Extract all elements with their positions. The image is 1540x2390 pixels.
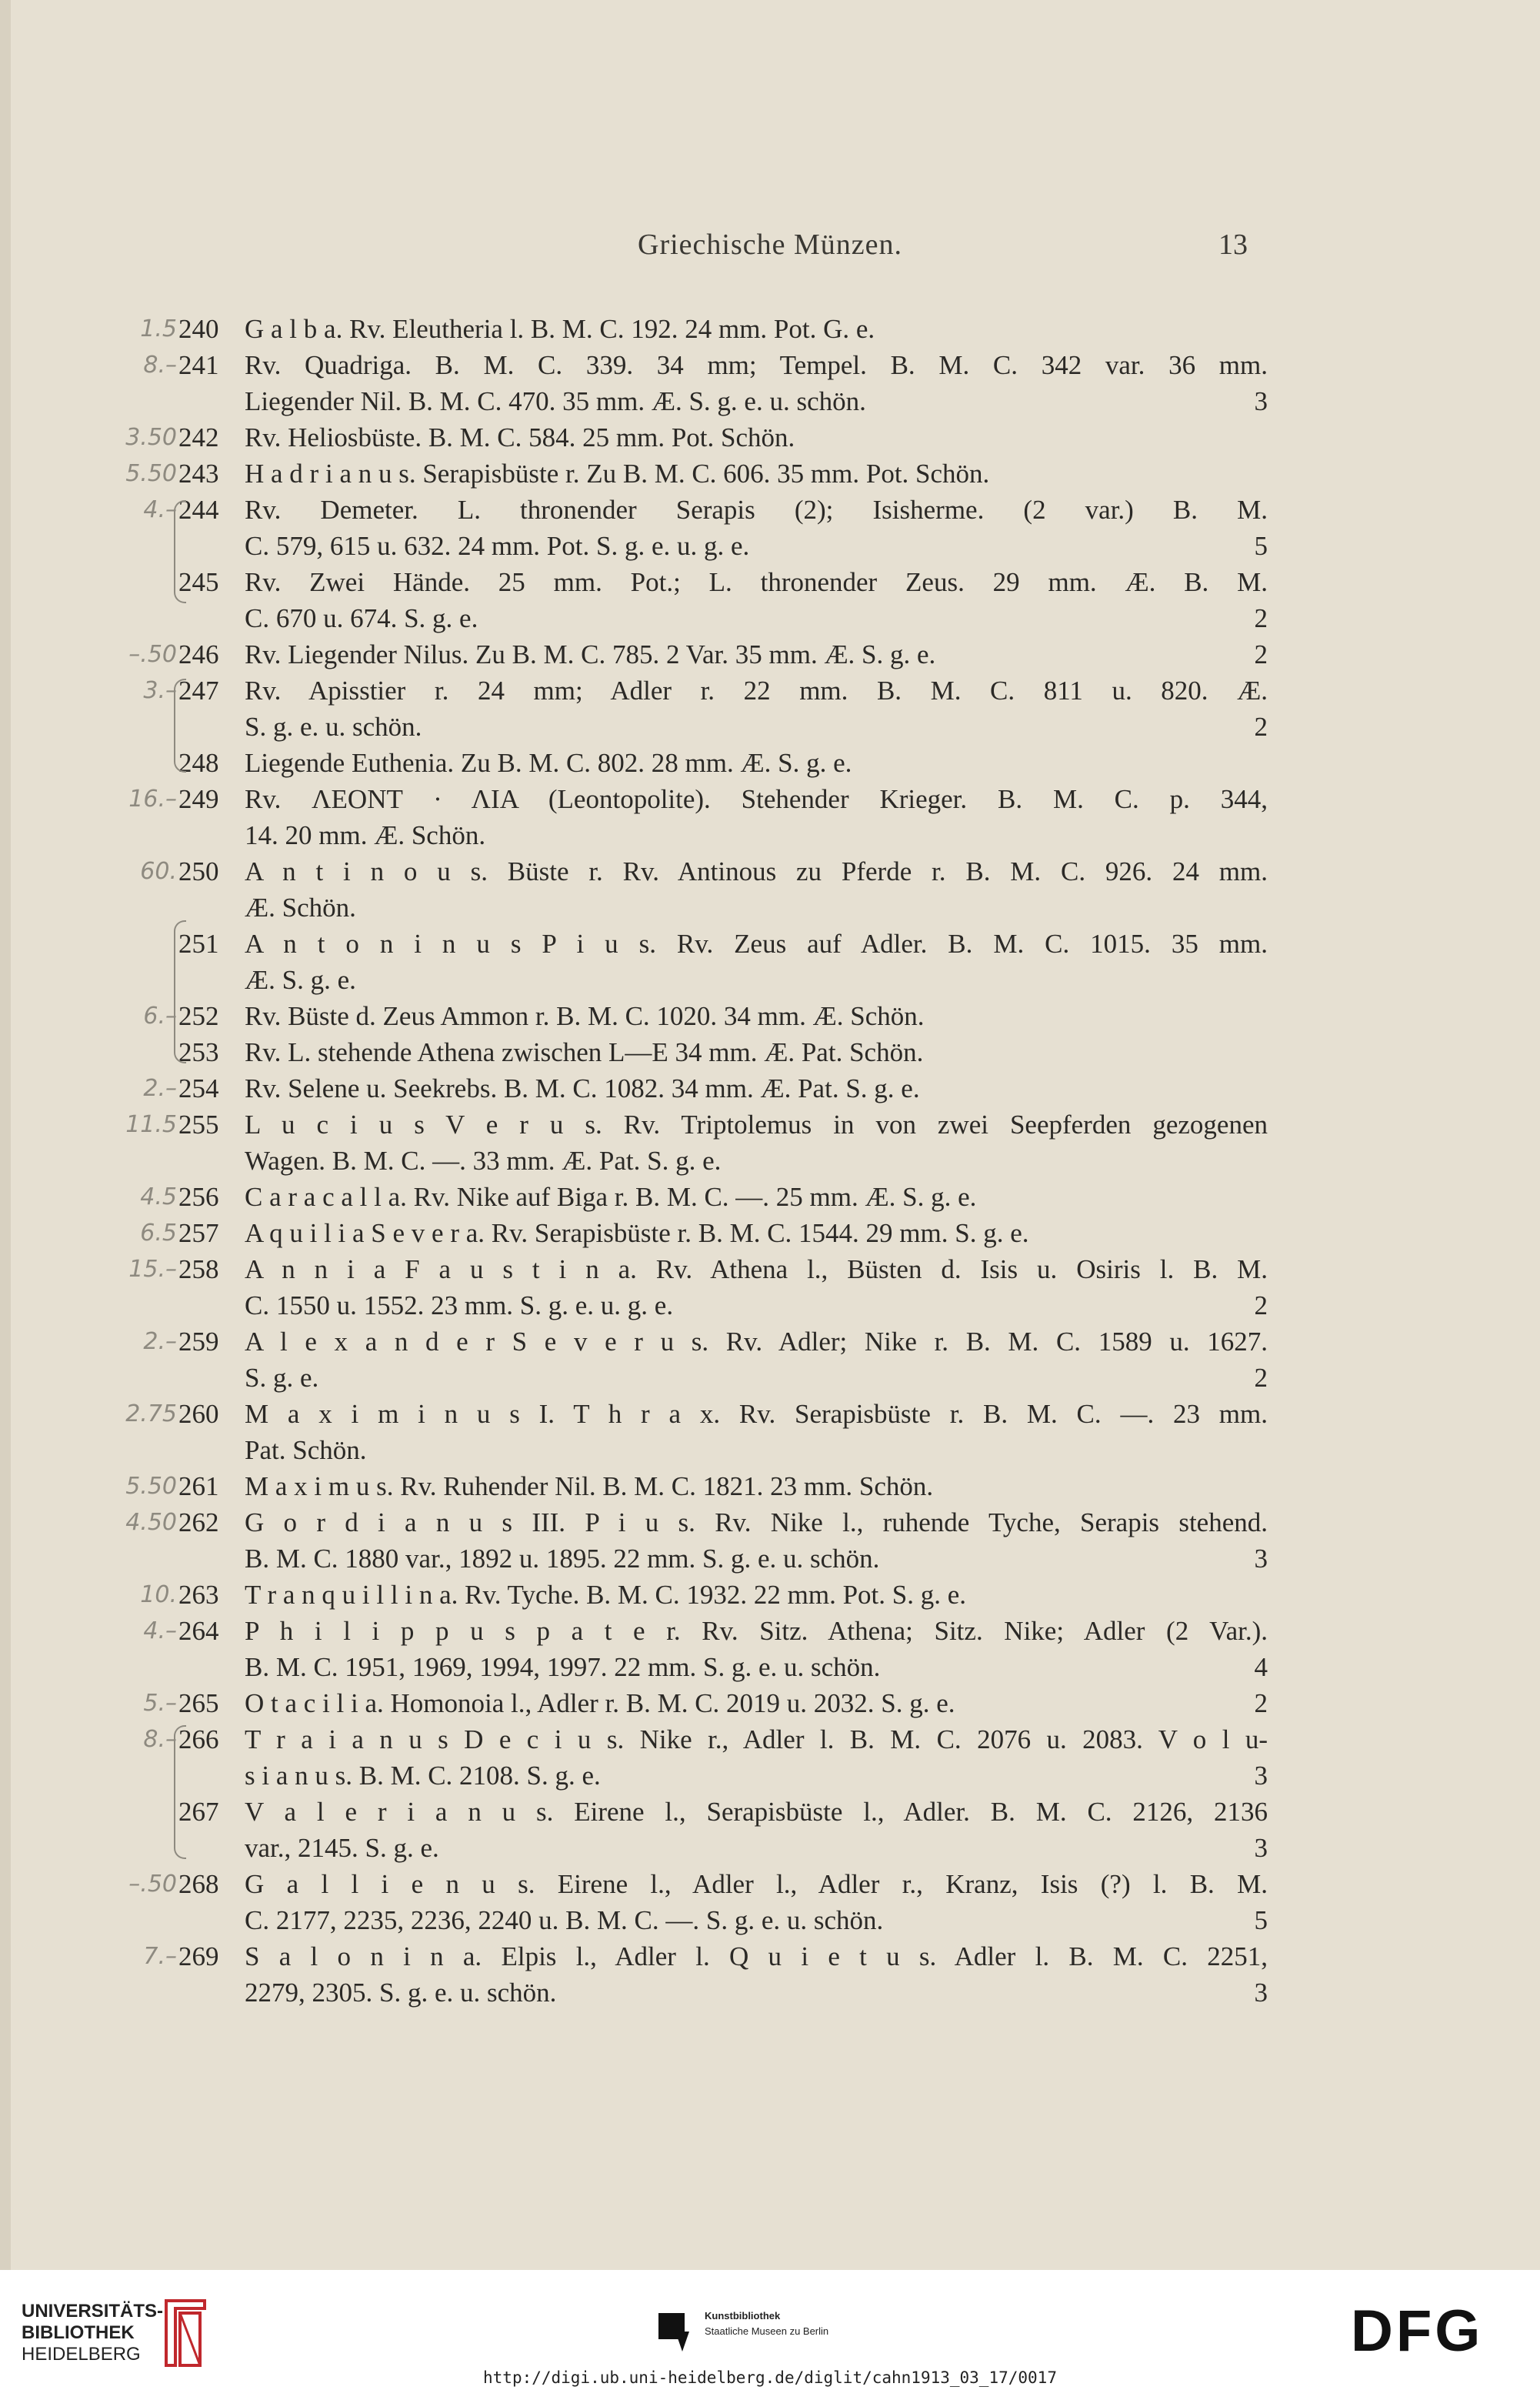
entry-line: [0, 528, 1540, 564]
entry-line: [0, 1577, 1540, 1613]
catalog-entry: [0, 1866, 1540, 1938]
entry-line: [0, 1974, 1540, 2011]
entry-line: [0, 709, 1540, 745]
entry-line: [0, 1396, 1540, 1432]
catalog-entry: [0, 419, 1540, 456]
bracket-mark: [174, 920, 186, 1063]
catalog-entry: [0, 1396, 1540, 1468]
handwritten-note: 6.5: [140, 1220, 177, 1247]
bracket-mark: [174, 500, 186, 603]
entry-line: [0, 564, 1540, 600]
entry-text: Rv. Heliosbüste. B. M. C. 584. 25 mm. Pot. Schön.: [245, 422, 795, 452]
catalog-entry: [0, 673, 1540, 745]
catalog-entry: [0, 853, 1540, 926]
lot-number: 247: [178, 676, 219, 706]
lot-number: 255: [178, 1110, 219, 1140]
catalog-entry: [0, 1107, 1540, 1179]
handwritten-note: 7.–: [143, 1943, 177, 1970]
lot-number: 264: [178, 1616, 219, 1646]
lot-number: 267: [178, 1797, 219, 1827]
entry-line: [0, 1902, 1540, 1938]
lot-number: 252: [178, 1001, 219, 1031]
lot-number: 250: [178, 856, 219, 886]
handwritten-note: 15.–: [128, 1256, 177, 1283]
bracket-mark: [174, 1725, 186, 1859]
catalog-entry: [0, 492, 1540, 564]
lot-number: 269: [178, 1941, 219, 1971]
entry-line: [0, 1324, 1540, 1360]
entry-line: [0, 1540, 1540, 1577]
entry-line: [0, 1432, 1540, 1468]
entry-text: Æ. Schön.: [245, 893, 356, 923]
catalog-entry: [0, 998, 1540, 1034]
price-value: 5: [1254, 1905, 1268, 1935]
entry-text: Wagen. B. M. C. —. 33 mm. Æ. Pat. S. g. e.: [245, 1146, 722, 1176]
entry-text: G a l b a. Rv. Eleutheria l. B. M. C. 192. 24 mm. Pot. G. e.: [245, 314, 875, 344]
catalog-entry: [0, 1794, 1540, 1866]
library-line-2: BIBLIOTHEK: [22, 2322, 135, 2343]
entry-text: B. M. C. 1951, 1969, 1994, 1997. 22 mm. S. g. e. u. schön.: [245, 1652, 881, 1682]
entry-line: [0, 347, 1540, 383]
entry-line: [0, 383, 1540, 419]
entry-text: V a l e r i a n u s. Eirene l., Serapisbüste l., Adler. B. M. C. 2126, 2136: [245, 1797, 1268, 1827]
entry-line: [0, 890, 1540, 926]
kunstbibliothek-logo-icon: [655, 2308, 694, 2355]
entry-line: [0, 600, 1540, 636]
catalog-entry: [0, 564, 1540, 636]
entry-line: [0, 1287, 1540, 1324]
handwritten-note: 4.–: [143, 1617, 177, 1644]
price-value: 2: [1254, 1290, 1268, 1320]
lot-number: 263: [178, 1580, 219, 1610]
entry-line: [0, 492, 1540, 528]
catalog-entry: [0, 1034, 1540, 1070]
price-value: 2: [1254, 603, 1268, 633]
entry-text: var., 2145. S. g. e.: [245, 1833, 439, 1863]
bracket-mark: [174, 679, 186, 773]
catalog-entry: [0, 781, 1540, 853]
entry-text: 14. 20 mm. Æ. Schön.: [245, 820, 486, 850]
entry-text: C. 1550 u. 1552. 23 mm. S. g. e. u. g. e.: [245, 1290, 674, 1320]
catalog-entry: [0, 1215, 1540, 1251]
catalog-entry: [0, 1613, 1540, 1685]
entry-text: A n t i n o u s. Büste r. Rv. Antinous zu Pferde r. B. M. C. 926. 24 mm.: [245, 856, 1268, 886]
handwritten-note: 10.: [140, 1581, 177, 1608]
handwritten-note: 1.5: [140, 315, 177, 342]
entry-line: [0, 1649, 1540, 1685]
kb-line-1: Kunstbibliothek: [705, 2310, 781, 2322]
catalog-entry: [0, 636, 1540, 673]
catalog-entry: [0, 347, 1540, 419]
entry-line: [0, 419, 1540, 456]
handwritten-note: 4.50: [125, 1509, 177, 1536]
price-value: 3: [1254, 386, 1268, 416]
entry-text: T r a n q u i l l i n a. Rv. Tyche. B. M. C. 1932. 22 mm. Pot. S. g. e.: [245, 1580, 967, 1610]
lot-number: 242: [178, 422, 219, 452]
lot-number: 241: [178, 350, 219, 380]
entry-text: C a r a c a l l a. Rv. Nike auf Biga r. B. M. C. —. 25 mm. Æ. S. g. e.: [245, 1182, 977, 1212]
entry-text: L u c i u s V e r u s. Rv. Triptolemus in von zwei Seepferden gezogenen: [245, 1110, 1268, 1140]
entry-text: Rv. Zwei Hände. 25 mm. Pot.; L. thronender Zeus. 29 mm. Æ. B. M.: [245, 567, 1268, 597]
price-value: 2: [1254, 639, 1268, 669]
entry-text: Rv. Selene u. Seekrebs. B. M. C. 1082. 34 mm. Æ. Pat. S. g. e.: [245, 1073, 920, 1103]
entry-line: [0, 636, 1540, 673]
lot-number: 243: [178, 459, 219, 489]
entry-line: [0, 1070, 1540, 1107]
price-value: 2: [1254, 712, 1268, 742]
entry-line: [0, 1685, 1540, 1721]
entry-line: [0, 673, 1540, 709]
lot-number: 259: [178, 1327, 219, 1357]
entry-line: [0, 926, 1540, 962]
lot-number: 268: [178, 1869, 219, 1899]
entry-text: C. 579, 615 u. 632. 24 mm. Pot. S. g. e. u. g. e.: [245, 531, 750, 561]
catalog-entry: [0, 1504, 1540, 1577]
lot-number: 240: [178, 314, 219, 344]
entry-line: [0, 781, 1540, 817]
entry-line: [0, 1215, 1540, 1251]
lot-number: 245: [178, 567, 219, 597]
entry-text: M a x i m u s. Rv. Ruhender Nil. B. M. C. 1821. 23 mm. Schön.: [245, 1471, 934, 1501]
library-name: [22, 2301, 163, 2365]
entry-line: [0, 311, 1540, 347]
entry-text: Rv. Demeter. L. thronender Serapis (2); Isisherme. (2 var.) B. M.: [245, 495, 1268, 525]
catalog-entry: [0, 1324, 1540, 1396]
price-value: 3: [1254, 1761, 1268, 1791]
entry-line: [0, 1757, 1540, 1794]
catalog-entry: [0, 1179, 1540, 1215]
handwritten-note: 2.–: [143, 1328, 177, 1355]
entry-line: [0, 1107, 1540, 1143]
entry-text: s i a n u s. B. M. C. 2108. S. g. e.: [245, 1761, 601, 1791]
entry-line: [0, 1938, 1540, 1974]
price-value: 3: [1254, 1544, 1268, 1574]
lot-number: 244: [178, 495, 219, 525]
page-number: 13: [1218, 229, 1248, 261]
entry-text: A n t o n i n u s P i u s. Rv. Zeus auf Adler. B. M. C. 1015. 35 mm.: [245, 929, 1268, 959]
lot-number: 249: [178, 784, 219, 814]
lot-number: 257: [178, 1218, 219, 1248]
entry-text: S a l o n i n a. Elpis l., Adler l. Q u i e t u s. Adler l. B. M. C. 2251,: [245, 1941, 1268, 1971]
entry-line: [0, 1179, 1540, 1215]
lot-number: 260: [178, 1399, 219, 1429]
entry-text: Rv. Büste d. Zeus Ammon r. B. M. C. 1020. 34 mm. Æ. Schön.: [245, 1001, 925, 1031]
entry-text: O t a c i l i a. Homonoia l., Adler r. B. M. C. 2019 u. 2032. S. g. e.: [245, 1688, 955, 1718]
entry-line: [0, 1504, 1540, 1540]
handwritten-note: 5.–: [143, 1690, 177, 1717]
handwritten-note: 16.–: [128, 786, 177, 813]
dfg-logo: DFG: [1351, 2298, 1484, 2364]
handwritten-note: 4.5: [140, 1183, 177, 1210]
entry-text: P h i l i p p u s p a t e r. Rv. Sitz. Athena; Sitz. Nike; Adler (2 Var.).: [245, 1616, 1268, 1646]
entry-line: [0, 1034, 1540, 1070]
handwritten-note: 2.75: [125, 1400, 177, 1427]
entry-text: H a d r i a n u s. Serapisbüste r. Zu B. M. C. 606. 35 mm. Pot. Schön.: [245, 459, 990, 489]
entry-text: Rv. Apisstier r. 24 mm; Adler r. 22 mm. B. M. C. 811 u. 820. Æ.: [245, 676, 1268, 706]
entry-line: [0, 998, 1540, 1034]
catalog-entry: [0, 1938, 1540, 2011]
entry-line: [0, 1866, 1540, 1902]
price-value: 4: [1254, 1652, 1268, 1682]
catalog-entry: [0, 1070, 1540, 1107]
entry-text: Æ. S. g. e.: [245, 965, 356, 995]
entry-line: [0, 1613, 1540, 1649]
source-url[interactable]: http://digi.ub.uni-heidelberg.de/diglit/cahn1913_03_17/0017: [483, 2368, 1057, 2387]
price-value: 3: [1254, 1978, 1268, 2008]
entry-line: [0, 1830, 1540, 1866]
lot-number: 262: [178, 1507, 219, 1537]
entry-line: [0, 1721, 1540, 1757]
entry-line: [0, 456, 1540, 492]
entry-line: [0, 1143, 1540, 1179]
entry-line: [0, 1794, 1540, 1830]
catalog-entry: [0, 1577, 1540, 1613]
handwritten-note: 5.50: [125, 1473, 177, 1500]
catalog-entry: [0, 1721, 1540, 1794]
lot-number: 265: [178, 1688, 219, 1718]
catalog-entry: [0, 1251, 1540, 1324]
entry-text: M a x i m i n u s I. T h r a x. Rv. Serapisbüste r. B. M. C. —. 23 mm.: [245, 1399, 1268, 1429]
entry-text: A l e x a n d e r S e v e r u s. Rv. Adler; Nike r. B. M. C. 1589 u. 1627.: [245, 1327, 1268, 1357]
entry-text: Pat. Schön.: [245, 1435, 367, 1465]
lot-number: 251: [178, 929, 219, 959]
catalog-entry: [0, 745, 1540, 781]
heidelberg-library-logo-icon: [162, 2296, 209, 2370]
library-line-1: UNIVERSITÄTS-: [22, 2301, 164, 2322]
lot-number: 266: [178, 1724, 219, 1754]
lot-number: 256: [178, 1182, 219, 1212]
entry-text: Rv. L. stehende Athena zwischen L—E 34 mm. Æ. Pat. Schön.: [245, 1037, 924, 1067]
kb-line-2: Staatliche Museen zu Berlin: [705, 2325, 829, 2337]
entry-text: S. g. e. u. schön.: [245, 712, 422, 742]
catalog-entry: [0, 456, 1540, 492]
catalog-entry: [0, 1685, 1540, 1721]
lot-number: 254: [178, 1073, 219, 1103]
entry-text: C. 670 u. 674. S. g. e.: [245, 603, 478, 633]
entry-text: A n n i a F a u s t i n a. Rv. Athena l., Büsten d. Isis u. Osiris l. B. M.: [245, 1254, 1268, 1284]
entry-text: S. g. e.: [245, 1363, 319, 1393]
page-header-title: Griechische Münzen.: [638, 229, 902, 261]
footer: [0, 2270, 1540, 2390]
kunstbibliothek-name: [705, 2308, 828, 2339]
price-value: 2: [1254, 1688, 1268, 1718]
entry-line: [0, 1468, 1540, 1504]
handwritten-note: 11.5: [125, 1111, 177, 1138]
handwritten-note: 60.: [140, 858, 177, 885]
entry-text: G o r d i a n u s III. P i u s. Rv. Nike l., ruhende Tyche, Serapis stehend.: [245, 1507, 1268, 1537]
entry-text: Liegender Nil. B. M. C. 470. 35 mm. Æ. S. g. e. u. schön.: [245, 386, 866, 416]
entry-line: [0, 817, 1540, 853]
price-value: 5: [1254, 531, 1268, 561]
entry-text: B. M. C. 1880 var., 1892 u. 1895. 22 mm. S. g. e. u. schön.: [245, 1544, 880, 1574]
entry-line: [0, 853, 1540, 890]
entry-text: Rv. ΛΕΟΝΤ · ΛΙΑ (Leontopolite). Stehender Krieger. B. M. C. p. 344,: [245, 784, 1268, 814]
handwritten-note: –.50: [128, 641, 177, 668]
catalog-entry: [0, 311, 1540, 347]
entry-line: [0, 1360, 1540, 1396]
handwritten-note: 4.–: [143, 496, 177, 523]
handwritten-note: –.50: [128, 1871, 177, 1898]
handwritten-note: 8.–: [143, 352, 177, 379]
library-line-3: HEIDELBERG: [22, 2344, 141, 2365]
lot-number: 258: [178, 1254, 219, 1284]
handwritten-note: 3.–: [143, 677, 177, 704]
entry-text: A q u i l i a S e v e r a. Rv. Serapisbüste r. B. M. C. 1544. 29 mm. S. g. e.: [245, 1218, 1029, 1248]
entry-text: C. 2177, 2235, 2236, 2240 u. B. M. C. —. S. g. e. u. schön.: [245, 1905, 884, 1935]
lot-number: 246: [178, 639, 219, 669]
catalog-entry: [0, 926, 1540, 998]
entry-line: [0, 1251, 1540, 1287]
entry-text: Liegende Euthenia. Zu B. M. C. 802. 28 mm. Æ. S. g. e.: [245, 748, 852, 778]
entry-line: [0, 962, 1540, 998]
price-value: 3: [1254, 1833, 1268, 1863]
lot-number: 253: [178, 1037, 219, 1067]
handwritten-note: 8.–: [143, 1726, 177, 1753]
price-value: 2: [1254, 1363, 1268, 1393]
lot-number: 261: [178, 1471, 219, 1501]
entry-text: 2279, 2305. S. g. e. u. schön.: [245, 1978, 557, 2008]
handwritten-note: 6.–: [143, 1003, 177, 1030]
entry-text: T r a i a n u s D e c i u s. Nike r., Adler l. B. M. C. 2076 u. 2083. V o l u-: [245, 1724, 1268, 1754]
handwritten-note: 3.50: [125, 424, 177, 451]
catalog-entry: [0, 1468, 1540, 1504]
handwritten-note: 2.–: [143, 1075, 177, 1102]
lot-number: 248: [178, 748, 219, 778]
entry-text: Rv. Liegender Nilus. Zu B. M. C. 785. 2 Var. 35 mm. Æ. S. g. e.: [245, 639, 936, 669]
catalog-entries: [0, 311, 1540, 2011]
entry-line: [0, 745, 1540, 781]
entry-text: G a l l i e n u s. Eirene l., Adler l., Adler r., Kranz, Isis (?) l. B. M.: [245, 1869, 1268, 1899]
entry-text: Rv. Quadriga. B. M. C. 339. 34 mm; Tempel. B. M. C. 342 var. 36 mm.: [245, 350, 1268, 380]
handwritten-note: 5.50: [125, 460, 177, 487]
